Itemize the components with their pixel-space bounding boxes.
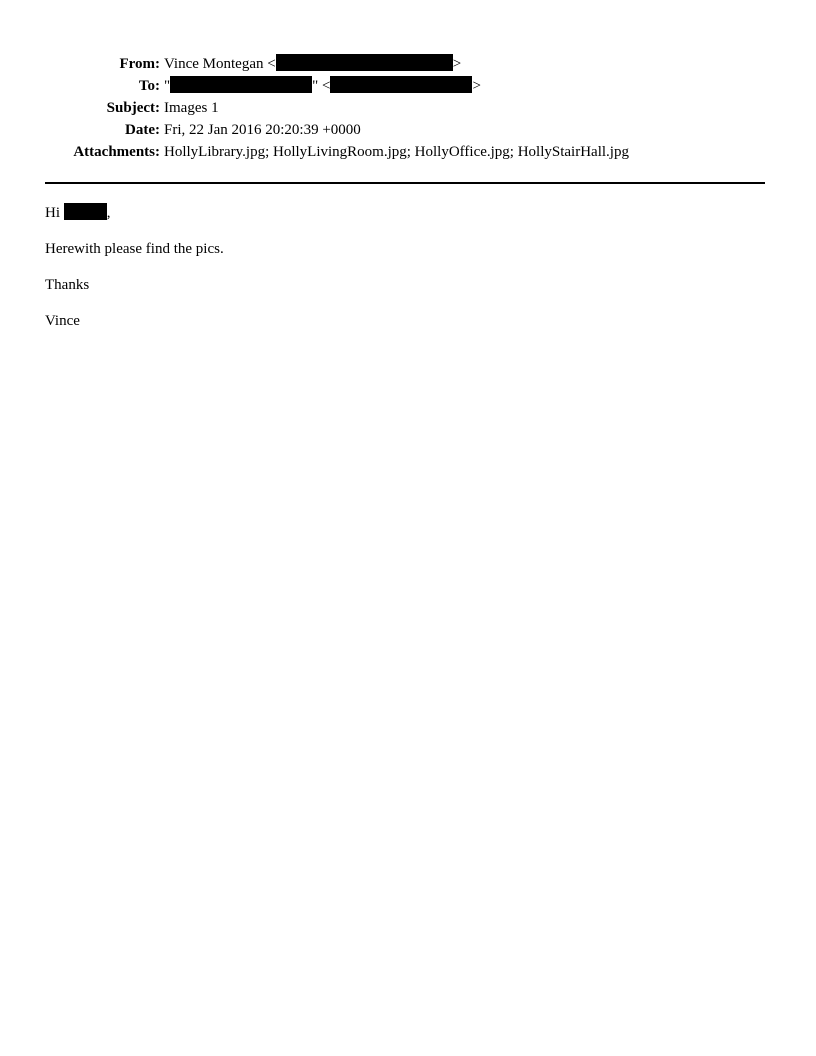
subject-row <box>0 97 816 119</box>
from-close-bracket: > <box>452 56 462 72</box>
closing-line: Thanks <box>45 277 90 293</box>
from-name: Vince Montegan < <box>164 56 276 72</box>
to-value <box>160 75 481 97</box>
subject-value: Images 1 <box>164 100 219 116</box>
greeting-punct: , <box>106 205 111 221</box>
greeting-line <box>45 202 765 224</box>
attachments-value: HollyLibrary.jpg; HollyLivingRoom.jpg; HollyOffice.jpg; HollyStairHall.jpg <box>164 144 629 160</box>
redacted-to-email <box>330 76 472 93</box>
attachments-label: Attachments: <box>73 144 160 160</box>
to-mid-text: " < <box>312 78 331 94</box>
date-label: Date: <box>125 122 160 138</box>
body-line: Herewith please find the pics. <box>45 241 224 257</box>
date-value: Fri, 22 Jan 2016 20:20:39 +0000 <box>164 122 361 138</box>
date-row <box>0 119 816 141</box>
redacted-to-name <box>170 76 312 93</box>
to-label: To: <box>138 78 160 94</box>
attachments-row <box>0 141 816 163</box>
redacted-recipient-name <box>64 203 107 220</box>
to-close-bracket: > <box>472 78 481 94</box>
from-label: From: <box>119 56 160 72</box>
email-header-block <box>0 53 816 163</box>
greeting-text: Hi <box>45 205 60 221</box>
header-divider <box>45 182 765 184</box>
email-body <box>45 202 765 346</box>
from-value <box>160 53 461 75</box>
from-row <box>0 53 816 75</box>
to-row <box>0 75 816 97</box>
to-open-quote: " <box>164 78 171 94</box>
redacted-from-email <box>276 54 453 71</box>
subject-label: Subject: <box>106 100 160 116</box>
signature-line: Vince <box>45 313 80 329</box>
